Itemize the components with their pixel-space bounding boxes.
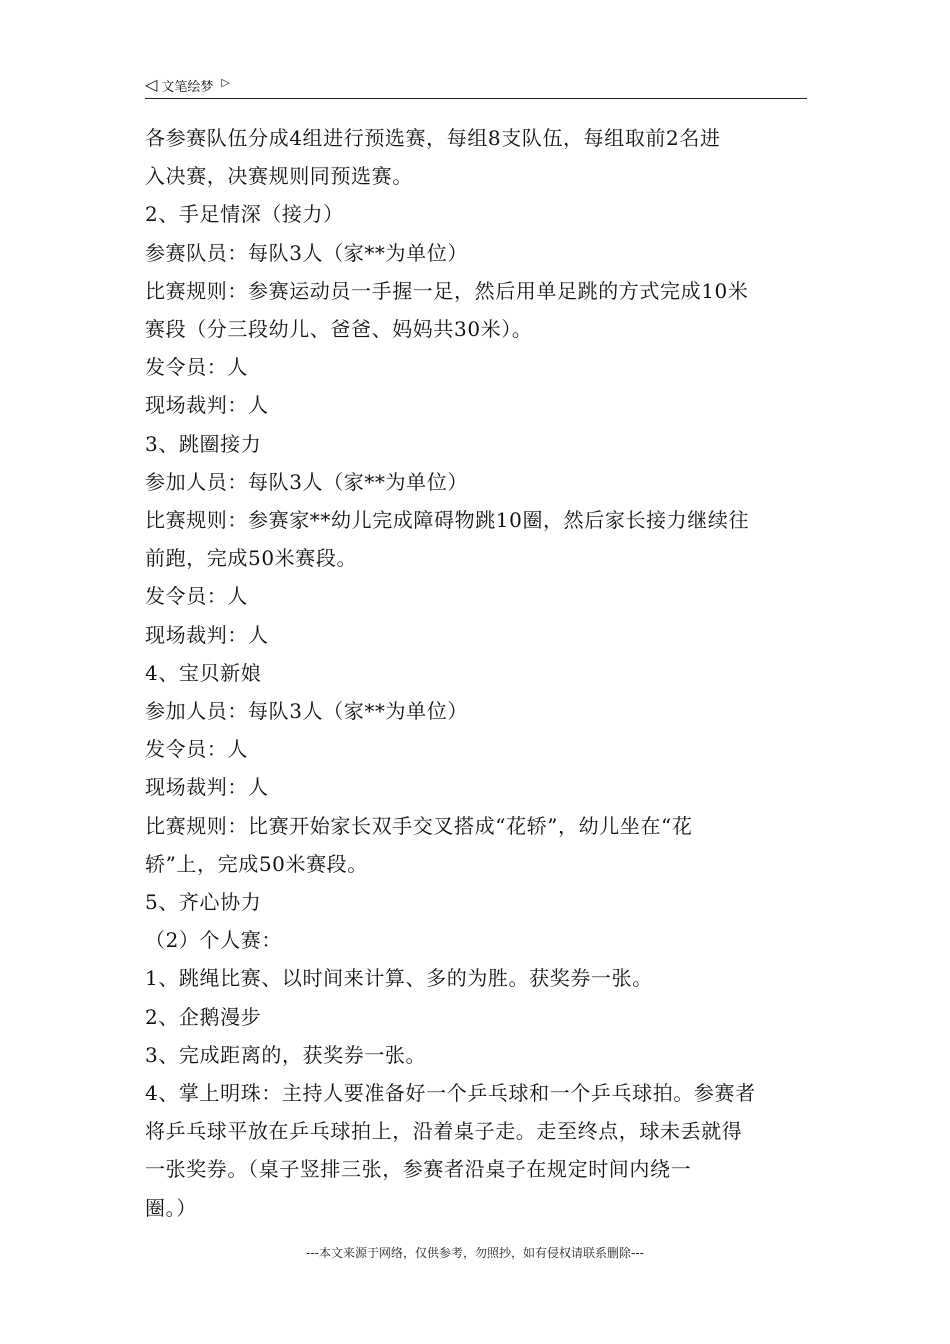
text-line: 一张奖券。（桌子竖排三张，参赛者沿桌子在规定时间内绕一 (145, 1157, 692, 1182)
text-line: 参赛队员：每队3人（家**为单位） (145, 240, 468, 265)
text-line: 轿”上，完成50米赛段。 (145, 851, 368, 876)
text-line: 现场裁判：人 (145, 775, 269, 800)
section-heading: 3、跳圈接力 (145, 431, 262, 456)
text-line: 各参赛队伍分成4组进行预选赛，每组8支队伍，每组取前2名进 (145, 126, 721, 150)
triangle-right-icon: ▷ (221, 75, 230, 89)
page-header (145, 72, 807, 99)
text-line: 3、完成距离的，获奖券一张。 (145, 1042, 427, 1067)
text-line: 比赛规则：比赛开始家长双手交叉搭成“花轿”，幼儿坐在“花 (145, 813, 693, 838)
text-line: 发令员：人 (145, 737, 248, 762)
text-line: 1、跳绳比赛、以时间来计算、多的为胜。获奖券一张。 (145, 966, 653, 991)
text-line: 现场裁判：人 (145, 393, 269, 418)
text-line: 圈。） (145, 1195, 197, 1220)
text-line: 将乒乓球平放在乒乓球拍上，沿着桌子走。走至终点，球未丢就得 (145, 1119, 743, 1144)
section-heading: （2）个人赛： (145, 928, 282, 953)
text-line: 发令员：人 (145, 355, 248, 380)
section-heading: 4、宝贝新娘 (145, 660, 262, 685)
section-heading: 2、手足情深（接力） (145, 202, 344, 227)
section-heading: 5、齐心协力 (145, 890, 262, 915)
text-line: 参加人员：每队3人（家**为单位） (145, 469, 468, 494)
text-line: 入决赛，决赛规则同预选赛。 (145, 164, 413, 189)
page-footer: ---本文来源于网络，仅供参考，勿照抄，如有侵权请联系删除--- (306, 1246, 644, 1260)
document-body (145, 119, 815, 1227)
text-line: 前跑，完成50米赛段。 (145, 546, 358, 571)
text-line: 2、企鹅漫步 (145, 1004, 262, 1029)
header-title: 文笔绘梦 (161, 79, 214, 95)
text-line: 参加人员：每队3人（家**为单位） (145, 699, 468, 724)
text-line: 比赛规则：参赛家**幼儿完成障碍物跳10圈，然后家长接力继续往 (145, 508, 750, 533)
text-line: 发令员：人 (145, 584, 248, 609)
triangle-left-icon: ◁ (145, 75, 158, 94)
text-line: 4、掌上明珠：主持人要准备好一个乒乓球和一个乒乓球拍。参赛者 (145, 1081, 756, 1106)
text-line: 赛段（分三段幼儿、爸爸、妈妈共30米）。 (145, 317, 533, 342)
text-line: 比赛规则：参赛运动员一手握一足，然后用单足跳的方式完成10米 (145, 278, 749, 303)
text-line: 现场裁判：人 (145, 622, 269, 647)
